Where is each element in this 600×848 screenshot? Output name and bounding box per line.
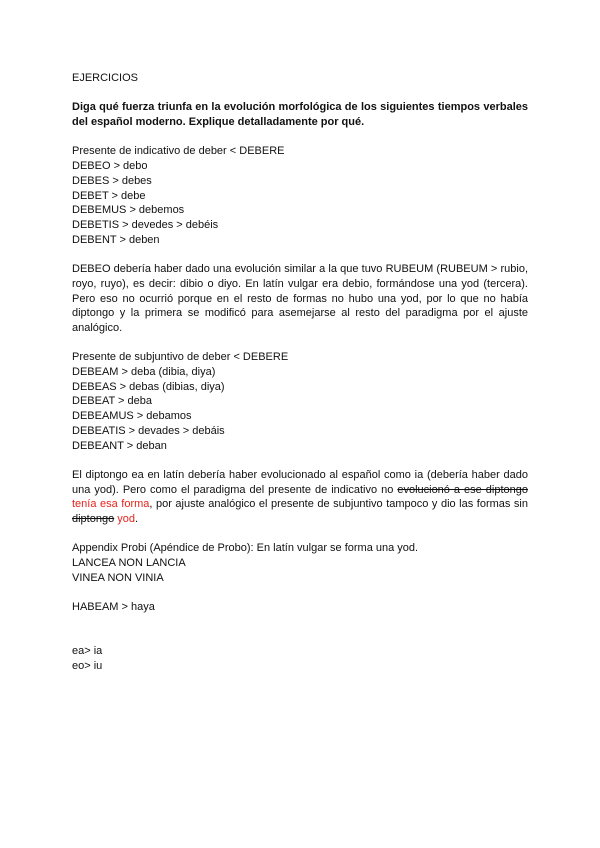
correspondence-line: eo> iu <box>72 659 103 672</box>
struck-correction: diptongo <box>72 513 115 526</box>
appendix-section <box>72 541 528 585</box>
indicative-heading: Presente de indicativo de deber < DEBERE <box>72 145 285 158</box>
subjunctive-section <box>72 350 528 453</box>
subjunctive-form: DEBEAM > deba (dibia, diya) <box>72 366 216 378</box>
correspondence-line: ea> ia <box>72 645 103 658</box>
appendix-line: VINEA NON VINIA <box>72 571 164 584</box>
explanation-paragraph-subjunctive <box>72 468 528 527</box>
struck-correction: evolucionó a ese diptongo <box>397 483 528 496</box>
paragraph-text: , por ajuste analógico el presente de subjuntivo tampoco y dio las formas sin <box>149 498 528 511</box>
paragraph-text: El diptongo ea en latín debería haber evolucionado al español como ia (debería haber dado una yod). Pero como el paradigma del presente de indicativo no <box>72 468 528 496</box>
exercise-instruction: Diga qué fuerza triunfa en la evolución morfológica de los siguientes tiempos verbales del español moderno. Explique detalladamente por qué. <box>72 101 528 129</box>
red-correction: yod <box>117 513 136 526</box>
subjunctive-heading: Presente de subjuntivo de deber < DEBERE <box>72 351 289 364</box>
subjunctive-form: DEBEAT > deba <box>72 395 153 408</box>
document-page <box>72 71 528 674</box>
indicative-section <box>72 144 528 247</box>
explanation-paragraph-indicative: DEBEO debería haber dado una evolución similar a la que tuvo RUBEUM (RUBEUM > rubio, royo, ruyo), es decir: dibio o diyo. En latín vulgar era debio, formándose una yod (tercera). Pero eso no ocurrió porque en el resto de formas no hubo una yod, por lo que no había diptongo y la primera se modificó para asemejarse al resto del paradigma por el ajuste analógico. <box>72 263 528 334</box>
appendix-heading: Appendix Probi (Apéndice de Probo): En latín vulgar se forma una yod. <box>72 542 419 555</box>
indicative-form: DEBET > debe <box>72 189 146 202</box>
indicative-form: DEBEO > debo <box>72 160 148 173</box>
paragraph-text: . <box>135 513 139 526</box>
subjunctive-form: DEBEATIS > devades > debáis <box>72 424 225 437</box>
indicative-form: DEBEMUS > debemos <box>72 204 185 217</box>
indicative-form: DEBETIS > devedes > debéis <box>72 219 219 231</box>
subjunctive-form: DEBEAMUS > debamos <box>72 410 192 423</box>
appendix-line: LANCEA NON LANCIA <box>72 557 186 570</box>
correspondences-section <box>72 644 528 673</box>
subjunctive-form: DEBEANT > deban <box>72 439 167 452</box>
indicative-form: DEBES > debes <box>72 174 152 187</box>
exercise-title: EJERCICIOS <box>72 72 139 84</box>
indicative-form: DEBENT > deben <box>72 233 160 246</box>
red-correction: tenía esa forma <box>72 498 150 511</box>
habeam-line: HABEAM > haya <box>72 601 155 614</box>
subjunctive-form: DEBEAS > debas (dibias, diya) <box>72 380 225 393</box>
